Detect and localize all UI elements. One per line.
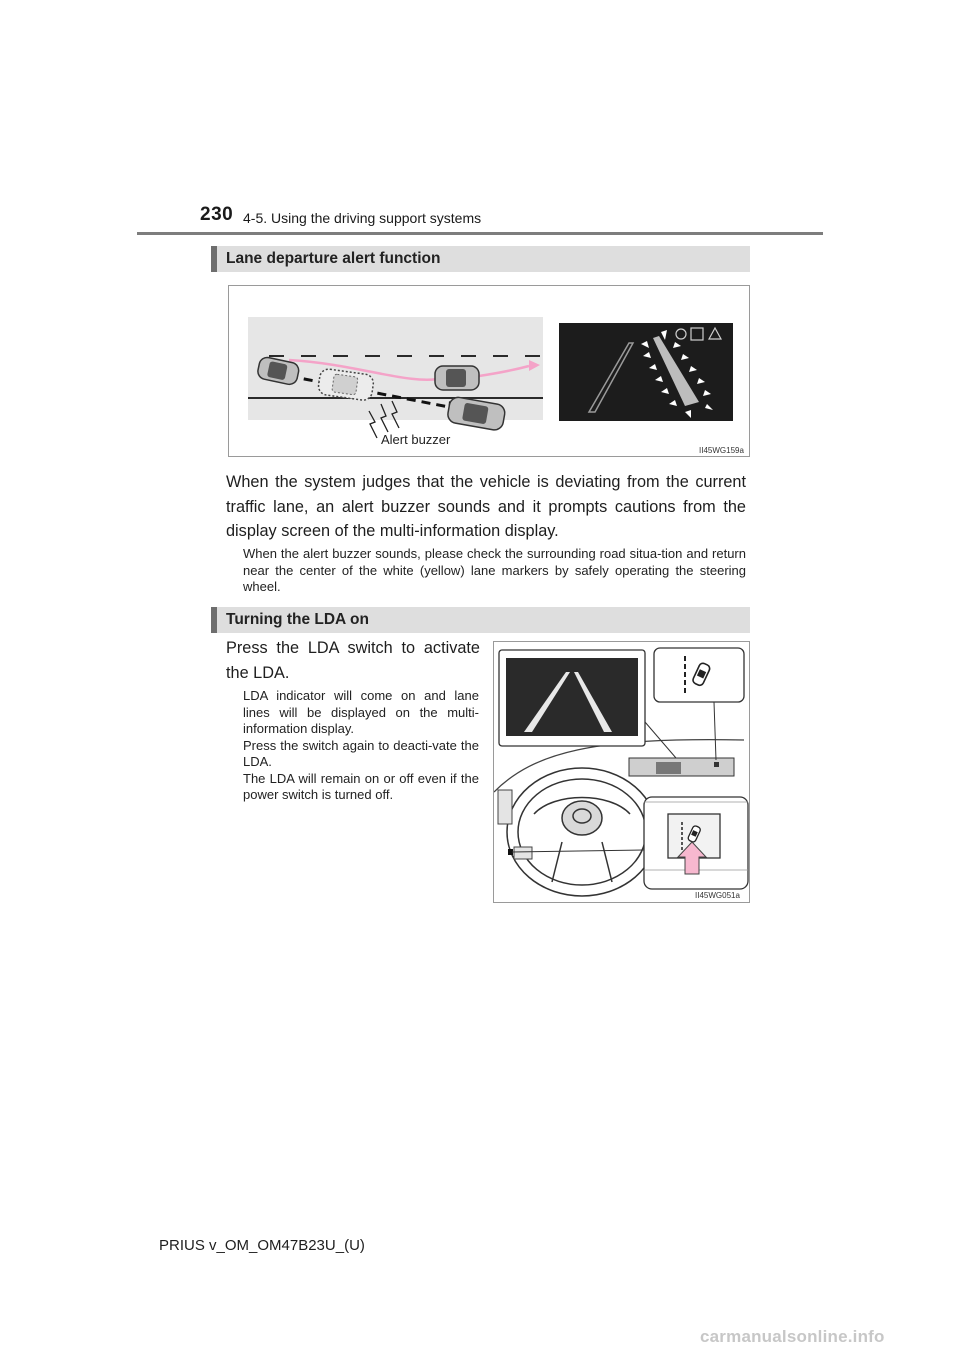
turning-on-notes (243, 688, 479, 804)
lane-departure-description: When the system judges that the vehicle is deviating from the current traffic lane, an alert buzzer sounds and it prompts cautions from the display screen of the multi-information display. (226, 473, 746, 540)
multi-info-display (656, 762, 681, 774)
dash-vents (498, 790, 532, 859)
figure-dashboard (493, 641, 750, 903)
lda-indicator-light (714, 762, 719, 767)
heading-turning-lda-on: Turning the LDA on (211, 607, 750, 633)
turning-on-instruction: Press the LDA switch to activate the LDA. (226, 639, 480, 682)
heading-lane-departure-alert: Lane departure alert function (211, 246, 750, 272)
page-number: 230 (200, 204, 234, 225)
header-rule (137, 232, 823, 235)
model-code-footer: PRIUS v_OM_OM47B23U_(U) (159, 1237, 365, 1254)
car-correct-lane (435, 366, 479, 390)
figure-lane-departure (228, 285, 750, 457)
lane-departure-note: When the alert buzzer sounds, please check the surrounding road situa-tion and return near the center of the white (yellow) lane markers by safely operating the steering wheel. (243, 546, 746, 594)
alert-buzzer-label: Alert buzzer (381, 432, 451, 447)
note-line: LDA indicator will come on and lane lines will be displayed on the multi-information display. (243, 688, 479, 736)
note-line: Press the switch again to deacti-vate the LDA. (243, 737, 479, 769)
watermark: carmanualsonline.info (700, 1327, 885, 1346)
section-header: 4-5. Using the driving support systems (243, 210, 482, 226)
figure-code-1: II45WG159a (699, 446, 744, 455)
dashboard-illustration (494, 642, 749, 902)
note-line: The LDA will remain on or off even if the power switch is turned off. (243, 770, 479, 802)
lane-departure-illustration (229, 286, 749, 456)
figure-code-2: II45WG051a (695, 891, 740, 900)
display-screen (506, 658, 638, 736)
steering-wheel (507, 768, 657, 896)
